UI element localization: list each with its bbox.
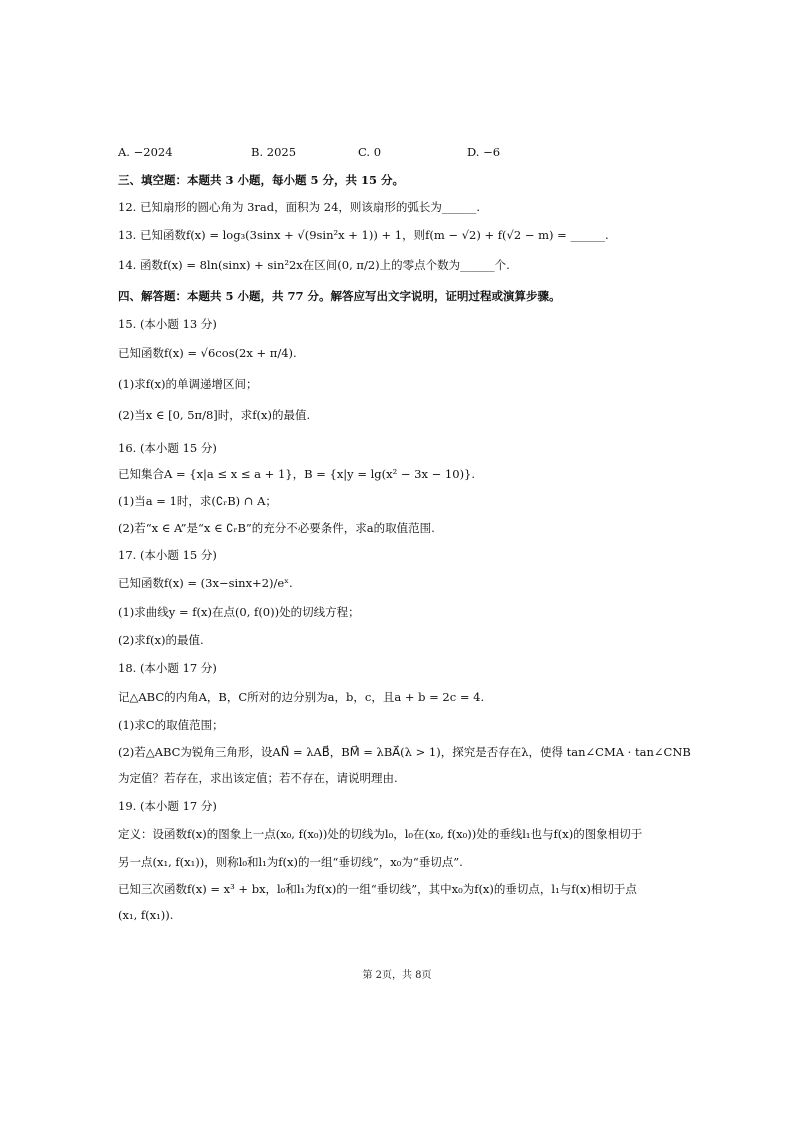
q16-part-2: (2)若“x ∈ A”是“x ∈ ∁ᵣB”的充分不必要条件，求a的取值范围. <box>118 521 435 535</box>
q19-given-line-2: (x₁, f(x₁)). <box>118 908 174 922</box>
q18-part-2-line-2: 为定值？若存在，求出该定值；若不存在，请说明理由. <box>118 771 398 785</box>
q15-stem: 已知函数f(x) = √6cos(2x + π/4). <box>118 346 297 360</box>
q19-given-line-1: 已知三次函数f(x) = x³ + bx，l₀和l₁为f(x)的一组“垂切线”，其中x₀为f(x)的垂切点，l₁与f(x)相切于点 <box>118 882 637 896</box>
q16-title: 16. (本小题 15 分) <box>118 441 217 455</box>
q17-stem: 已知函数f(x) = (3x−sinx+2)/eˣ. <box>118 576 293 590</box>
q18-part-2-line-1: (2)若△ABC为锐角三角形，设AN⃗ = λAB⃗，BM⃗ = λBA⃗(λ > 1)，探究是否存在λ，使得 tan∠CMA · tan∠CNB <box>118 745 691 759</box>
section-3-heading: 三、填空题：本题共 3 小题，每小题 5 分，共 15 分。 <box>118 173 405 187</box>
q11-options <box>118 145 678 161</box>
q15-part-2: (2)当x ∈ [0, 5π/8]时，求f(x)的最值. <box>118 408 311 422</box>
q18-stem: 记△ABC的内角A，B，C所对的边分别为a，b，c，且a + b = 2c = 4. <box>118 690 485 704</box>
q18-part-1: (1)求C的取值范围； <box>118 718 224 732</box>
option-a: A. −2024 <box>118 145 173 159</box>
q19-definition-line-1: 定义：设函数f(x)的图象上一点(x₀, f(x₀))处的切线为l₀，l₀在(x₀, f(x₀))处的垂线l₁也与f(x)的图象相切于 <box>118 827 643 841</box>
option-c: C. 0 <box>358 145 382 159</box>
q17-part-2: (2)求f(x)的最值. <box>118 633 204 647</box>
question-14: 14. 函数f(x) = 8ln(sinx) + sin²2x在区间(0, π/2)上的零点个数为______个. <box>118 258 510 272</box>
option-d: D. −6 <box>467 145 501 159</box>
q15-title: 15. (本小题 13 分) <box>118 317 217 331</box>
q17-part-1: (1)求曲线y = f(x)在点(0, f(0))处的切线方程； <box>118 605 360 619</box>
q19-title: 19. (本小题 17 分) <box>118 799 217 813</box>
q17-title: 17. (本小题 15 分) <box>118 548 217 562</box>
section-4-heading: 四、解答题：本题共 5 小题，共 77 分。解答应写出文字说明，证明过程或演算步骤。 <box>118 289 561 303</box>
q18-title: 18. (本小题 17 分) <box>118 661 217 675</box>
q15-part-1: (1)求f(x)的单调递增区间； <box>118 377 258 391</box>
q19-definition-line-2: 另一点(x₁, f(x₁))，则称l₀和l₁为f(x)的一组“垂切线”，x₀为“垂切点”. <box>118 855 463 869</box>
page-footer: 第 2页，共 8页 <box>362 970 432 981</box>
q16-part-1: (1)当a = 1时，求(∁ᵣB) ∩ A； <box>118 494 277 508</box>
option-b: B. 2025 <box>251 145 297 159</box>
question-13: 13. 已知函数f(x) = log₃(3sinx + √(9sin²x + 1)) + 1，则f(m − √2) + f(√2 − m) = ______. <box>118 228 609 242</box>
question-12: 12. 已知扇形的圆心角为 3rad，面积为 24，则该扇形的弧长为______. <box>118 200 481 214</box>
q16-stem: 已知集合A = {x|a ≤ x ≤ a + 1}，B = {x|y = lg(x² − 3x − 10)}. <box>118 467 476 481</box>
